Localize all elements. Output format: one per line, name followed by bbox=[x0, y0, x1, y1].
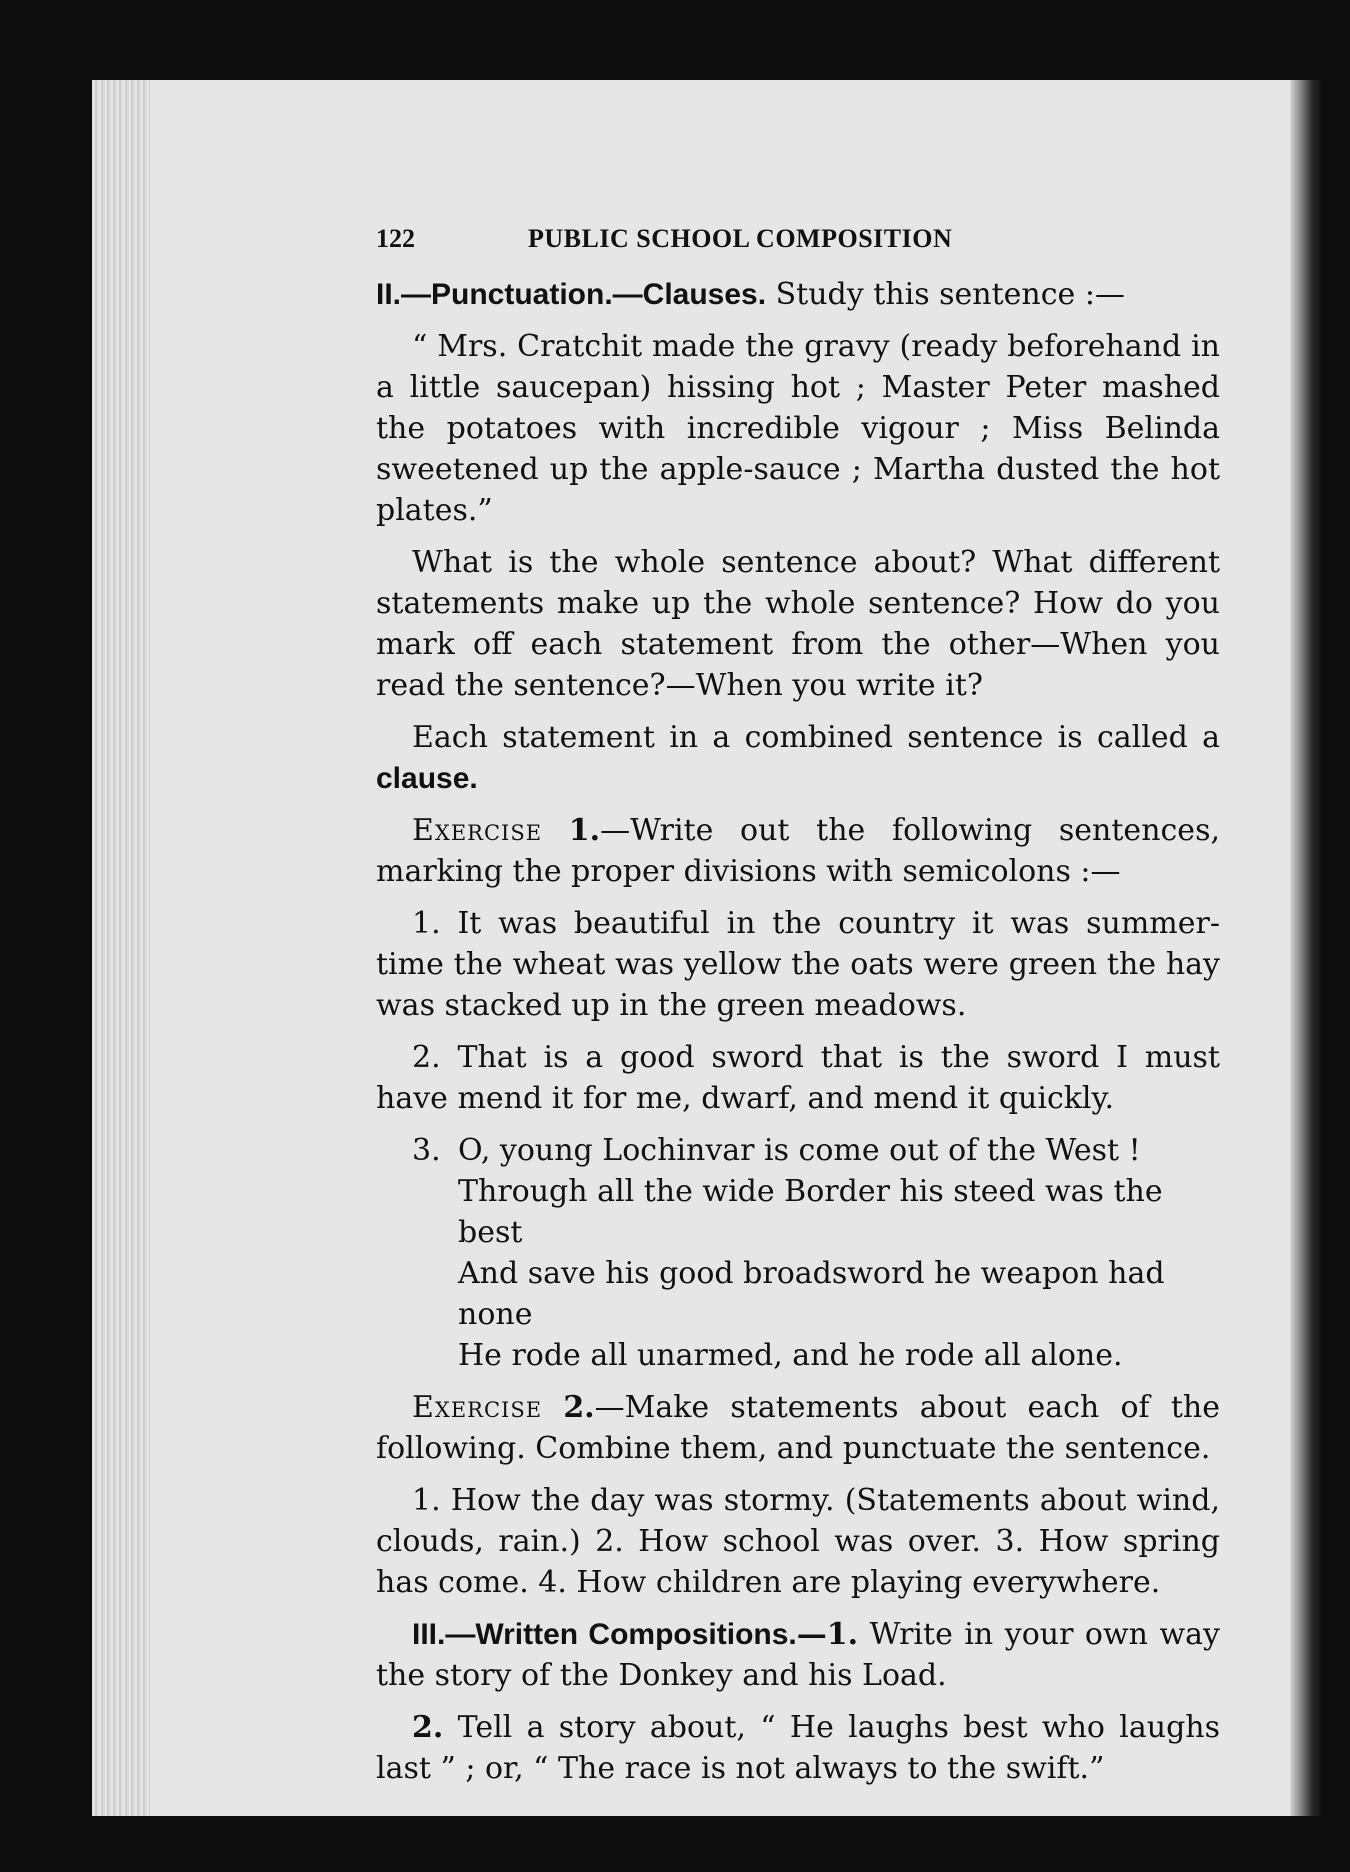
page-title: PUBLIC SCHOOL COMPOSITION bbox=[528, 224, 953, 253]
running-head bbox=[376, 218, 1220, 258]
quoted-sentence: “ Mrs. Cratchit made the gravy (ready beforehand in a little saucepan) hissing hot ; Master Peter mashed the potatoes with incredible vigour ; Miss Belinda sweetened up the apple-sauce ; Martha dusted the hot plates.” bbox=[376, 329, 1220, 528]
exercise-2-label: Exercise bbox=[412, 1390, 543, 1425]
section-3-item-2 bbox=[376, 1707, 1220, 1789]
exercise-2-items: 1. How the day was stormy. (Statements about wind, clouds, rain.) 2. How school was over. 3. How spring has come. 4. How children are playing everywhere. bbox=[376, 1483, 1220, 1600]
page-right-shadow bbox=[1290, 80, 1322, 1816]
section-3-item-1-text: Write in your own way the story of the Donkey and his Load. bbox=[376, 1617, 1220, 1693]
section-3-heading: III.—Written Compositions. bbox=[412, 1618, 797, 1651]
definition-text: Each statement in a combined sentence is called a bbox=[412, 720, 1220, 755]
item-text: It was beautiful in the country it was summer-time the wheat was yellow the oats were green the hay was stacked up in the green meadows. bbox=[376, 906, 1220, 1023]
section-3-paragraph bbox=[376, 1614, 1220, 1696]
item-number: 2. bbox=[412, 1040, 441, 1075]
exercise-1-instruction bbox=[376, 810, 1220, 892]
item-text: That is a good sword that is the sword I must have mend it for me, dwarf, and mend it quickly. bbox=[376, 1040, 1220, 1116]
exercise-1-item-1 bbox=[376, 903, 1220, 1026]
verse-line-1 bbox=[376, 1130, 1220, 1171]
section-3-item-2-text: Tell a story about, “ He laughs best who laughs last ” ; or, “ The race is not always to the swift.” bbox=[376, 1710, 1220, 1786]
section-2-heading-paragraph bbox=[376, 274, 1220, 315]
section-2-intro: Study this sentence :— bbox=[775, 277, 1125, 312]
exercise-1-label: Exercise bbox=[412, 813, 543, 848]
exercise-2-instruction bbox=[376, 1387, 1220, 1469]
questions-paragraph: What is the whole sentence about? What different statements make up the whole sentence? How do you mark off each statement from the other—When you read the sentence?—When you write it? bbox=[376, 545, 1220, 703]
item-number: 1. bbox=[412, 906, 441, 941]
section-2-heading: II.—Punctuation.—Clauses. bbox=[376, 278, 767, 311]
exercise-2-text: —Make statements about each of the following. Combine them, and punctuate the sentence. bbox=[376, 1390, 1220, 1466]
definition-term: clause. bbox=[376, 762, 478, 795]
exercise-1-number: 1. bbox=[568, 813, 601, 848]
exercise-1-verse bbox=[376, 1130, 1220, 1376]
exercise-2-number: 2. bbox=[563, 1390, 595, 1425]
verse-number: 3. bbox=[412, 1133, 441, 1168]
definition-paragraph bbox=[376, 717, 1220, 799]
exercise-1-item-2 bbox=[376, 1037, 1220, 1119]
verse-line-4: He rode all unarmed, and he rode all alone. bbox=[458, 1338, 1123, 1373]
verse-text: O, young Lochinvar is come out of the West ! bbox=[458, 1133, 1141, 1168]
section-3-item-2-number: 2. bbox=[412, 1710, 444, 1745]
section-3-item-1-number: —1. bbox=[796, 1617, 859, 1652]
verse-line-2: Through all the wide Border his steed was the best bbox=[458, 1174, 1163, 1250]
page-gutter-edge bbox=[92, 80, 150, 1816]
exercise-1-text: —Write out the following sentences, marking the proper divisions with semicolons :— bbox=[376, 813, 1220, 889]
page-text bbox=[376, 218, 1220, 1800]
verse-line-3: And save his good broadsword he weapon had none bbox=[458, 1256, 1165, 1332]
page-number: 122 bbox=[376, 224, 415, 253]
